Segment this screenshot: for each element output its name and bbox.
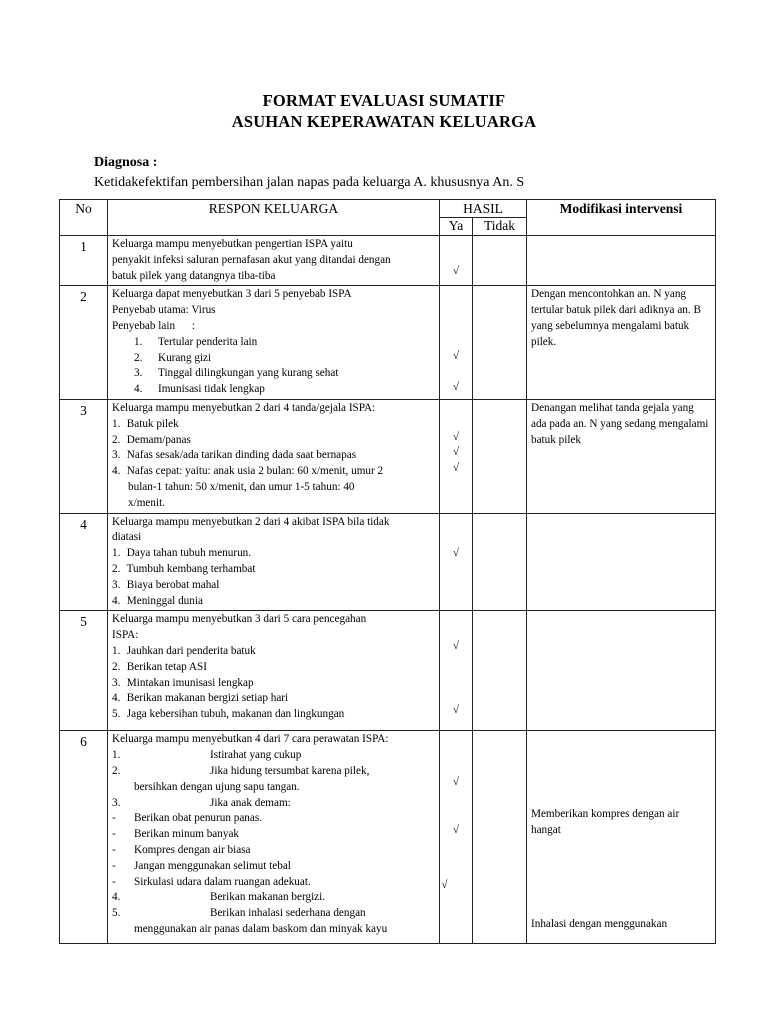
row-number: 2 <box>60 286 108 400</box>
row-modification: Dengan mencontohkan an. N yang tertular batuk pilek dari adiknya an. B yang sebelumnya mengalami batuk pilek. <box>527 286 716 400</box>
list-item: 4. Berikan makanan bergizi setiap hari <box>112 692 289 705</box>
check-mark: √ <box>452 430 460 443</box>
list-item: 5. Berikan inhalasi sederhana dengan <box>112 907 366 920</box>
list-item: 3. Mintakan imunisasi lengkap <box>112 676 254 689</box>
header-ya: Ya <box>440 218 473 236</box>
header-tidak: Tidak <box>473 218 527 236</box>
response-line: Keluarga mampu menyebutkan pengertian ISPA yaitu <box>112 238 353 250</box>
response-line: batuk pilek yang datangnya tiba-tiba <box>112 269 276 282</box>
check-mark: √ <box>452 546 460 559</box>
list-item: 2. Jika hidung tersumbat karena pilek, <box>112 764 370 777</box>
header-no: No <box>60 200 108 236</box>
response-line: x/menit. <box>128 496 165 509</box>
tidak-cell <box>473 236 527 286</box>
list-item: - Jangan menggunakan selimut tebal <box>112 859 291 872</box>
response-line: penyakit infeksi saluran pernafasan akut yang ditandai dengan <box>112 253 391 266</box>
check-mark: √ <box>452 381 460 394</box>
list-item: 3. Nafas sesak/ada tarikan dinding dada saat bernapas <box>112 449 357 462</box>
list-item: 4. Berikan makanan bergizi. <box>112 891 326 904</box>
list-item: 1. Jauhkan dari penderita batuk <box>112 644 256 657</box>
check-mark: √ <box>452 776 460 789</box>
row-response <box>108 399 440 513</box>
list-item: 1. Daya tahan tubuh menurun. <box>112 547 252 560</box>
check-mark: √ <box>452 461 460 474</box>
row-response <box>108 286 440 400</box>
response-line: Keluarga mampu menyebutkan 2 dari 4 akibat ISPA bila tidak <box>112 515 390 528</box>
list-item: 4. Imunisasi tidak lengkap <box>134 383 265 396</box>
row-number: 3 <box>60 399 108 513</box>
response-line: Keluarga mampu menyebutkan 2 dari 4 tanda/gejala ISPA: <box>112 401 376 414</box>
diagnosa-text: Ketidakefektifan pembersihan jalan napas pada keluarga A. khususnya An. S <box>94 175 525 190</box>
response-line: Penyebab lain : <box>112 319 195 332</box>
list-item: 2. Berikan tetap ASI <box>112 660 207 673</box>
list-item: 2. Kurang gizi <box>134 351 212 364</box>
document-title: FORMAT EVALUASI SUMATIF <box>262 91 506 110</box>
response-line: Keluarga mampu menyebutkan 4 dari 7 cara perawatan ISPA: <box>112 733 389 746</box>
row-modification: Denangan melihat tanda gejala yang ada pada an. N yang sedang mengalami batuk pilek <box>527 399 716 513</box>
response-line: bersihkan dengan ujung sapu tangan. <box>134 780 300 793</box>
check-mark: √ <box>452 350 460 363</box>
row-modification <box>527 731 716 944</box>
row-modification <box>527 236 716 286</box>
tidak-cell <box>473 731 527 944</box>
row-response <box>108 611 440 731</box>
header-respon: RESPON KELUARGA <box>108 200 440 236</box>
list-item: 4. Nafas cepat: yaitu: anak usia 2 bulan: 60 x/menit, umur 2 <box>112 465 384 478</box>
response-line: ISPA: <box>112 629 139 642</box>
response-line: diatasi <box>112 531 142 544</box>
row-number: 4 <box>60 513 108 611</box>
response-line: Keluarga mampu menyebutkan 3 dari 5 cara pencegahan <box>112 613 367 626</box>
table-row <box>60 286 716 400</box>
ya-cell <box>440 611 473 731</box>
row-modification <box>527 611 716 731</box>
ya-cell <box>440 236 473 286</box>
table-row <box>60 513 716 611</box>
ya-cell <box>440 399 473 513</box>
list-item: 3. Biaya berobat mahal <box>112 578 220 591</box>
list-item: 1. Istirahat yang cukup <box>112 749 302 762</box>
check-mark: √ <box>452 704 460 717</box>
list-item: 3. Tinggal dilingkungan yang kurang sehat <box>134 367 339 380</box>
modification-note: Memberikan kompres dengan air hangat <box>531 808 680 837</box>
tidak-cell <box>473 513 527 611</box>
header-hasil: HASIL <box>440 200 527 218</box>
modification-note: Inhalasi dengan menggunakan <box>531 918 668 931</box>
row-number: 1 <box>60 236 108 286</box>
list-item: - Berikan obat penurun panas. <box>112 812 262 825</box>
check-mark: √ <box>452 445 460 458</box>
ya-cell <box>440 513 473 611</box>
response-line: bulan-1 tahun: 50 x/menit, dan umur 1-5 tahun: 40 <box>128 480 355 493</box>
list-item: 2. Demam/panas <box>112 433 191 446</box>
row-number: 6 <box>60 731 108 944</box>
response-line: menggunakan air panas dalam baskom dan minyak kayu <box>134 922 388 935</box>
table-row <box>60 399 716 513</box>
list-item: - Sirkulasi udara dalam ruangan adekuat. <box>112 875 311 888</box>
list-item: 5. Jaga kebersihan tubuh, makanan dan lingkungan <box>112 708 345 721</box>
document-subtitle: ASUHAN KEPERAWATAN KELUARGA <box>231 112 537 131</box>
ya-cell <box>440 731 473 944</box>
list-item: 1. Tertular penderita lain <box>134 335 258 348</box>
ya-cell <box>440 286 473 400</box>
check-mark: √ <box>452 824 460 837</box>
evaluation-table <box>59 199 716 944</box>
tidak-cell <box>473 399 527 513</box>
list-item: 2. Tumbuh kembang terhambat <box>112 562 256 575</box>
table-row <box>60 611 716 731</box>
response-line: Keluarga dapat menyebutkan 3 dari 5 penyebab ISPA <box>112 288 352 301</box>
check-mark: √ <box>452 640 460 653</box>
diagnosa-label: Diagnosa : <box>94 155 158 170</box>
list-item: - Berikan minum banyak <box>112 828 240 841</box>
list-item: 1. Batuk pilek <box>112 417 179 430</box>
response-line: Penyebab utama: Virus <box>112 304 216 317</box>
row-response <box>108 236 440 286</box>
tidak-cell <box>473 611 527 731</box>
row-response <box>108 513 440 611</box>
header-modifikasi: Modifikasi intervensi <box>527 200 716 236</box>
list-item: 3. Jika anak demam: <box>112 796 291 809</box>
row-number: 5 <box>60 611 108 731</box>
check-mark: √ <box>441 879 448 892</box>
list-item: - Kompres dengan air biasa <box>112 843 251 856</box>
table-row <box>60 731 716 944</box>
list-item: 4. Meninggal dunia <box>112 594 203 607</box>
row-response <box>108 731 440 944</box>
check-mark: √ <box>452 265 460 277</box>
tidak-cell <box>473 286 527 400</box>
table-row <box>60 236 716 286</box>
row-modification <box>527 513 716 611</box>
